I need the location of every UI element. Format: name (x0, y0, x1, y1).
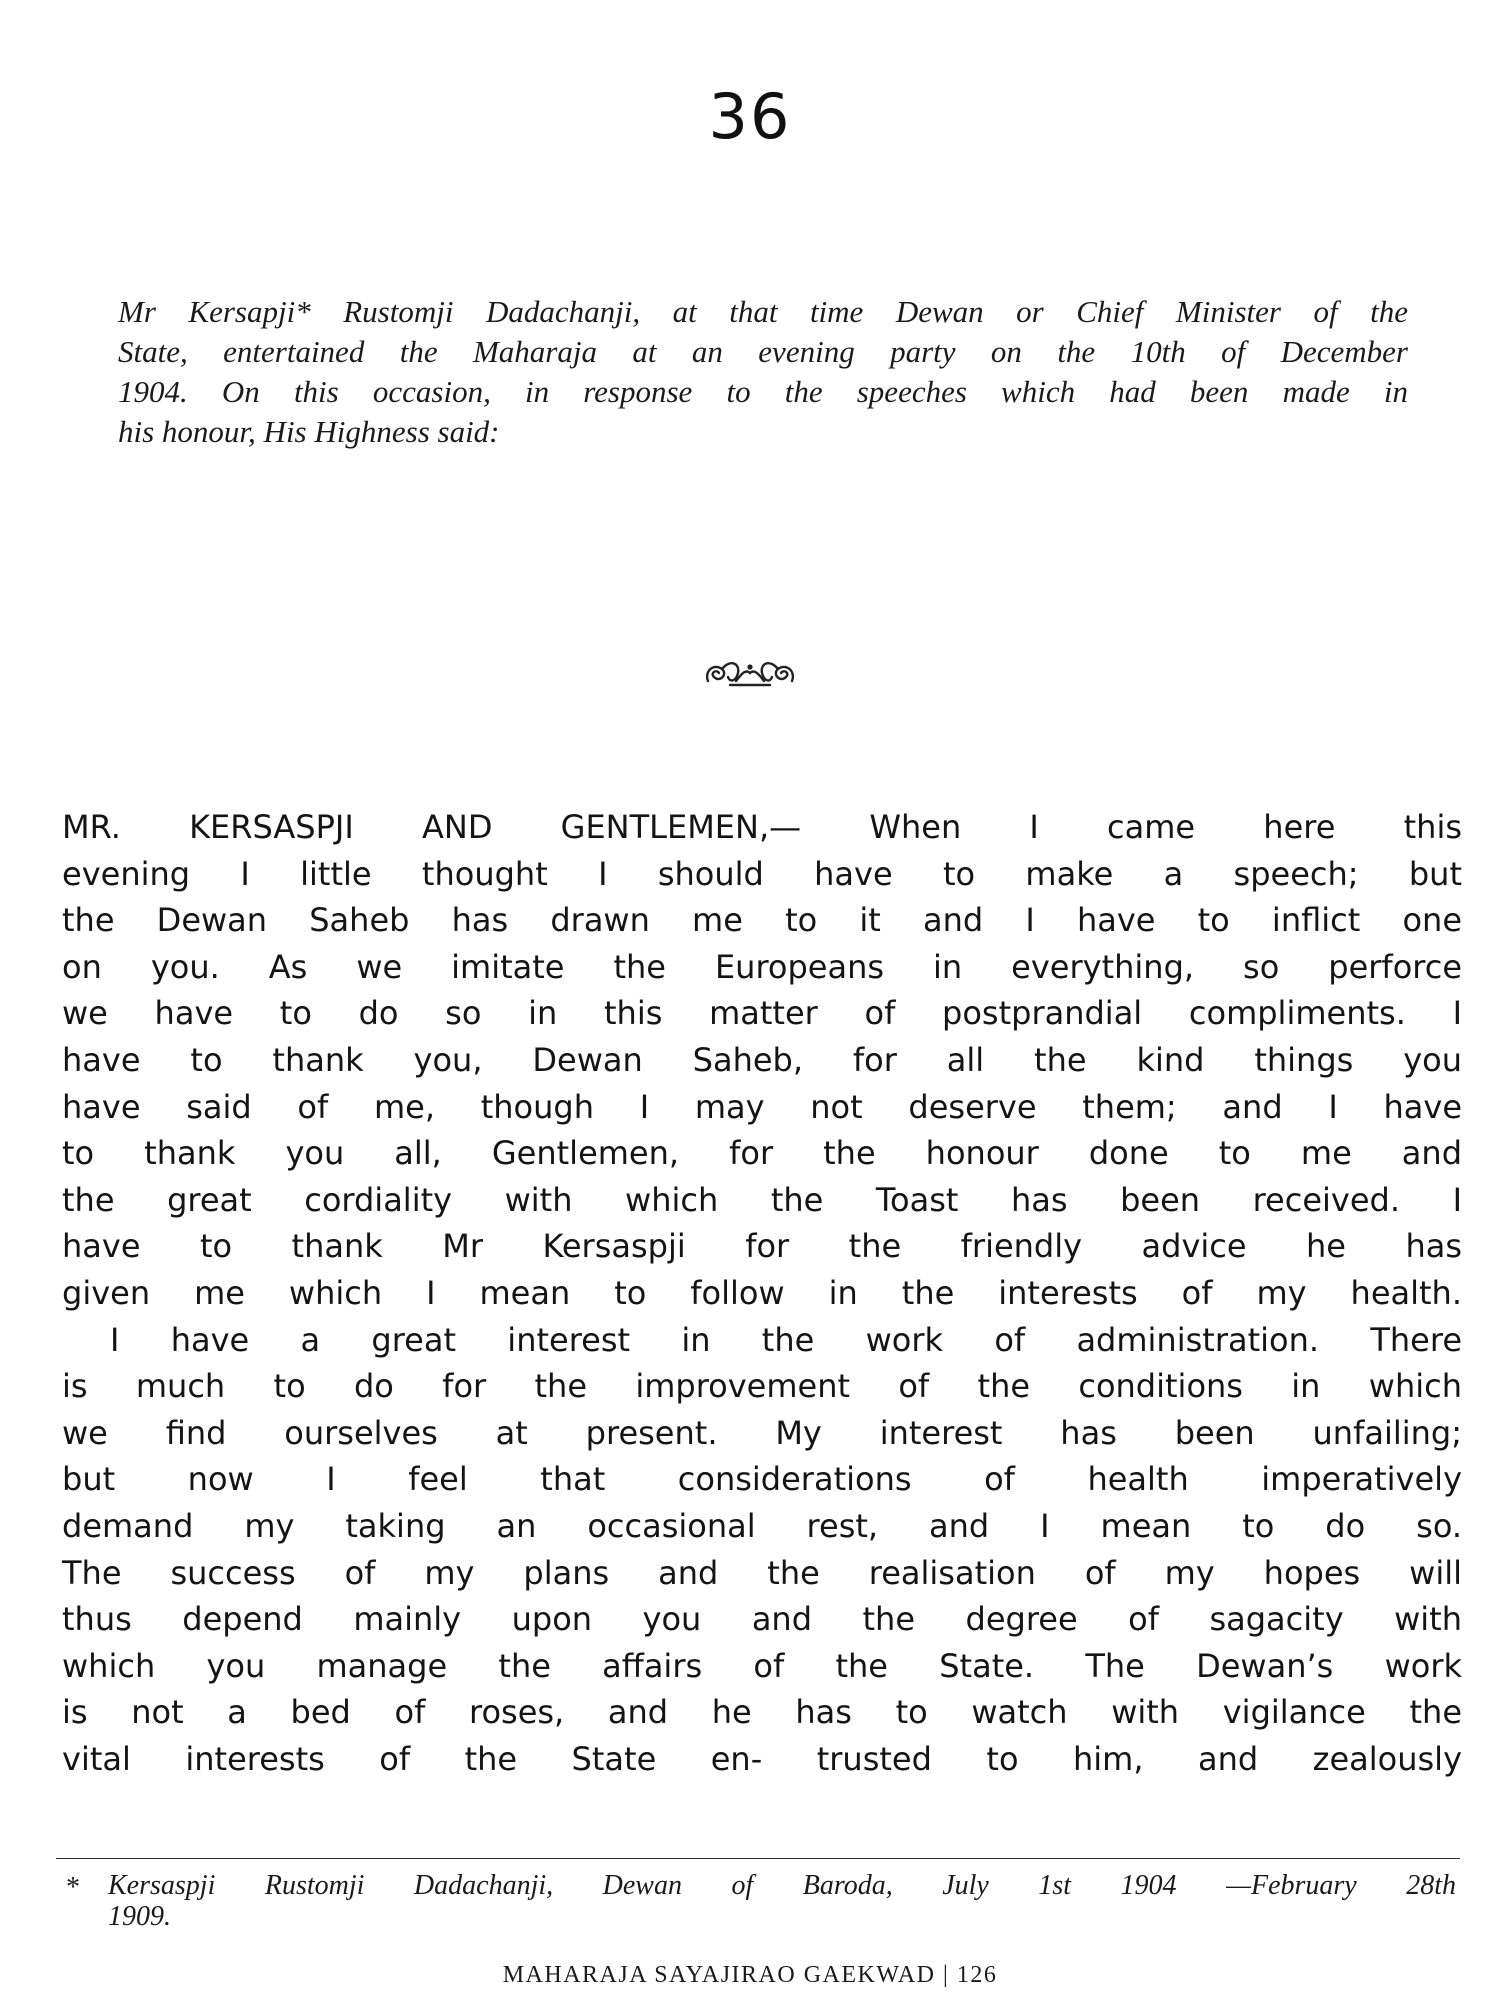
speech-line: given me which I mean to follow in the interests of my health. (62, 1273, 1462, 1312)
speech-line: have to thank you, Dewan Saheb, for all the kind things you (62, 1040, 1462, 1079)
footnote-line: Kersaspji Rustomji Dadachanji, Dewan of Baroda, July 1st 1904 —February 28th (108, 1870, 1456, 1901)
intro-line: 1904. On this occasion, in response to the speeches which had been made in (118, 374, 1408, 409)
speech-line: I have a great interest in the work of administration. There (110, 1320, 1462, 1359)
floral-ornament-icon (700, 655, 800, 691)
footnote-line: 1909. (108, 1901, 171, 1932)
speech-line: The success of my plans and the realisation of my hopes will (62, 1553, 1462, 1592)
intro-line: State, entertained the Maharaja at an evening party on the 10th of December (118, 334, 1408, 369)
speech-line: but now I feel that considerations of health imperatively (62, 1460, 1462, 1499)
chapter-number: 36 (708, 80, 792, 153)
footnote (66, 1870, 1456, 1932)
speech-line: demand my taking an occasional rest, and I mean to do so. (62, 1506, 1462, 1545)
speech-line: is not a bed of roses, and he has to watch with vigilance the (62, 1693, 1462, 1732)
speech-line: we have to do so in this matter of postprandial compliments. I (62, 994, 1462, 1033)
speech-line: the great cordiality with which the Toast has been received. I (62, 1180, 1462, 1219)
speech-line: to thank you all, Gentlemen, for the honour done to me and (62, 1134, 1462, 1173)
speech-line: thus depend mainly upon you and the degree of sagacity with (62, 1600, 1462, 1639)
speech-text (62, 804, 1462, 1782)
running-footer: MAHARAJA SAYAJIRAO GAEKWAD | 126 (502, 1962, 998, 1988)
intro-line: his honour, His Highness said: (118, 414, 500, 449)
speech-line: the Dewan Saheb has drawn me to it and I have to inflict one (62, 901, 1462, 940)
speech-line: on you. As we imitate the Europeans in everything, so perforce (62, 947, 1462, 986)
footnote-marker: * (66, 1872, 80, 1903)
speech-line: we find ourselves at present. My interest has been unfailing; (62, 1413, 1462, 1452)
footnote-divider (56, 1858, 1460, 1859)
speech-line: MR. KERSASPJI AND GENTLEMEN,— When I came here this (62, 808, 1462, 846)
intro-line: Mr Kersapji* Rustomji Dadachanji, at that time Dewan or Chief Minister of the (118, 294, 1408, 329)
speech-line: have to thank Mr Kersaspji for the friendly advice he has (62, 1227, 1462, 1266)
speech-line: is much to do for the improvement of the conditions in which (62, 1367, 1462, 1406)
speech-line: which you manage the affairs of the State. The Dewan’s work (62, 1646, 1462, 1685)
speech-line: have said of me, though I may not deserve them; and I have (62, 1087, 1462, 1126)
intro-paragraph (118, 292, 1408, 452)
speech-line: evening I little thought I should have to make a speech; but (62, 854, 1462, 893)
speech-line: vital interests of the State en- trusted to him, and zealously (62, 1739, 1462, 1778)
